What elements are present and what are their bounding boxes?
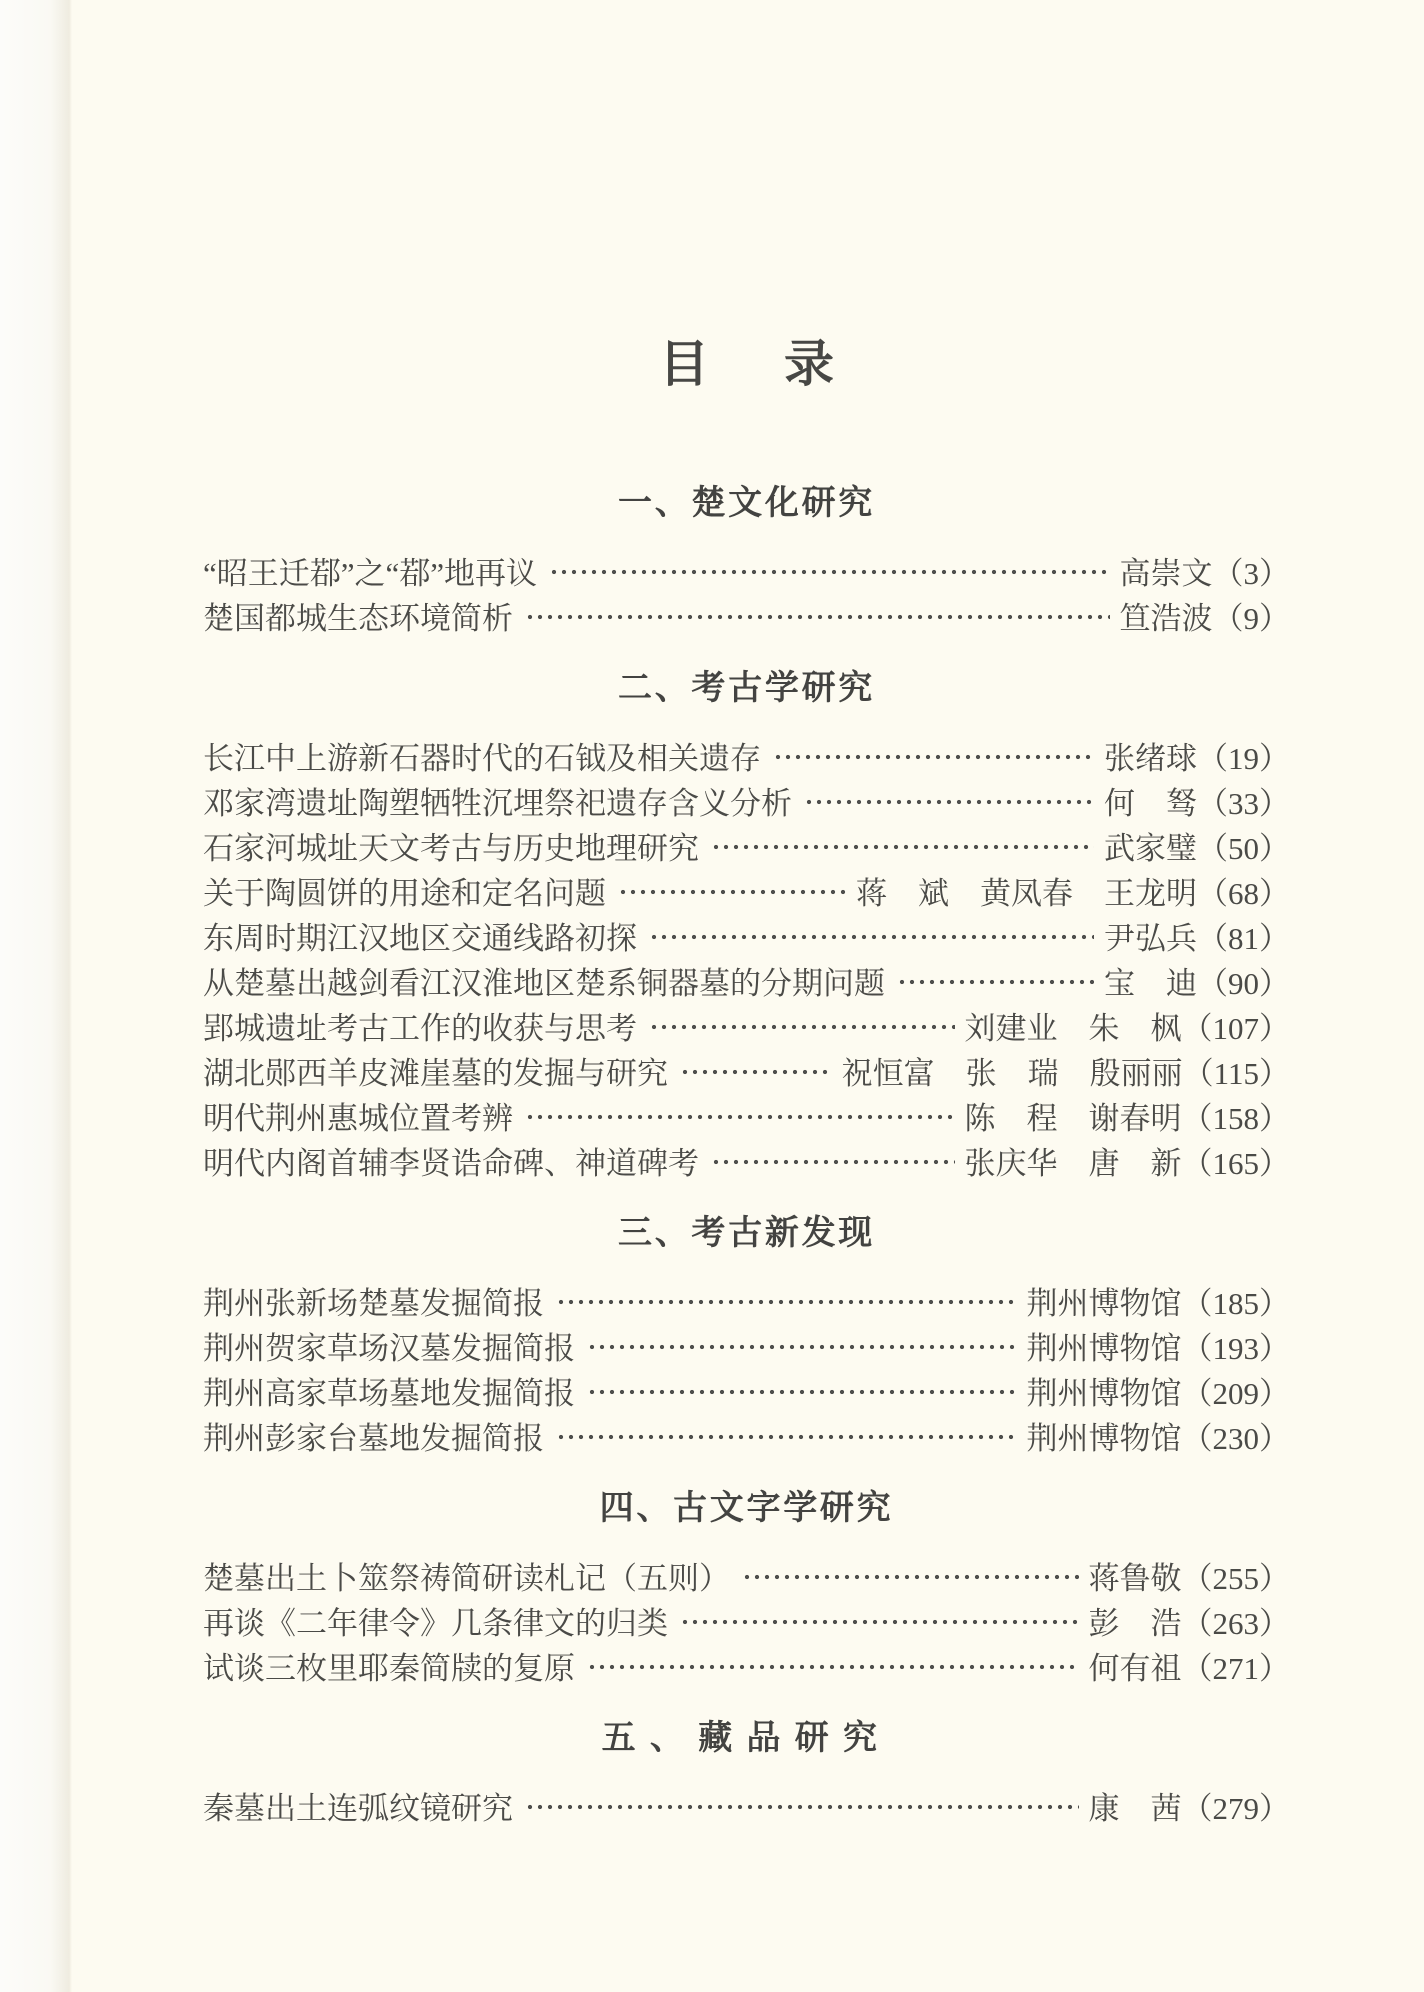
section-header: 四、古文字学研究 [599, 1489, 894, 1527]
entry-author-page [965, 1138, 1291, 1183]
dot-leader [711, 842, 1094, 852]
toc-entry [203, 1048, 1290, 1093]
entry-author-page [1027, 1278, 1291, 1323]
entry-authors: 祝恒富 张 瑞 殷丽丽 [841, 1056, 1183, 1091]
entry-title: 从楚墓出越剑看江汉淮地区楚系铜器墓的分期问题 [203, 966, 885, 1001]
entry-page-number: （165） [1181, 1146, 1290, 1181]
entry-author-page [1089, 1598, 1291, 1643]
toc-entry [203, 593, 1290, 638]
dot-leader [711, 1157, 955, 1167]
entry-author-page [1120, 548, 1291, 593]
entry-authors: 笪浩波 [1119, 601, 1213, 636]
toc-entry [203, 1323, 1290, 1368]
entry-authors: 蒋鲁敬 [1088, 1561, 1182, 1596]
dot-leader [804, 797, 1094, 807]
dot-leader [680, 1067, 832, 1077]
dot-leader [618, 887, 846, 897]
entry-author-page [1104, 958, 1290, 1003]
toc-entry [203, 1553, 1290, 1598]
entry-page-number: （271） [1181, 1651, 1290, 1686]
entry-title: 长江中上游新石器时代的石钺及相关遗存 [203, 741, 761, 776]
entry-title: 郢城遗址考古工作的收获与思考 [203, 1011, 637, 1046]
entry-title: 荆州张新场楚墓发掘简报 [203, 1286, 544, 1321]
entry-title: 荆州彭家台墓地发掘简报 [203, 1421, 544, 1456]
entry-page-number: （230） [1181, 1421, 1290, 1456]
entry-authors: 何 驽 [1104, 786, 1197, 821]
dot-leader [556, 1297, 1017, 1307]
entry-author-page [1027, 1413, 1291, 1458]
entry-author-page [842, 1048, 1290, 1093]
toc-entry [203, 1598, 1290, 1643]
entry-author-page [1104, 823, 1290, 868]
dot-leader [897, 977, 1094, 987]
entry-page-number: （90） [1197, 966, 1290, 1001]
entry-title: 再谈《二年律令》几条律文的归类 [203, 1606, 668, 1641]
entry-page-number: （33） [1197, 786, 1290, 821]
entry-page-number: （263） [1181, 1606, 1290, 1641]
section-header: 二、考古学研究 [617, 669, 876, 707]
entry-author-page [1089, 1643, 1291, 1688]
entry-authors: 刘建业 朱 枫 [964, 1011, 1182, 1046]
toc-entry [203, 548, 1290, 593]
entry-page-number: （19） [1197, 741, 1290, 776]
page-title: 目录 [659, 336, 909, 392]
toc-content [203, 481, 1290, 1828]
entry-authors: 张绪球 [1104, 741, 1197, 776]
dot-leader [773, 752, 1094, 762]
entry-page-number: （107） [1181, 1011, 1290, 1046]
entry-title: 湖北郧西羊皮滩崖墓的发掘与研究 [203, 1056, 668, 1091]
toc-entry [203, 823, 1290, 868]
dot-leader [587, 1342, 1017, 1352]
dot-leader [549, 567, 1109, 577]
entry-title: 明代内阁首辅李贤诰命碑、神道碑考 [203, 1146, 699, 1181]
dot-leader [525, 1112, 955, 1122]
toc-entry [203, 1368, 1290, 1413]
toc-entry [203, 1003, 1290, 1048]
entry-authors: 蒋 斌 黄凤春 王龙明 [856, 876, 1197, 911]
entry-author-page [965, 1003, 1291, 1048]
dot-leader [649, 932, 1094, 942]
entry-authors: 宝 迪 [1104, 966, 1197, 1001]
entry-authors: 陈 程 谢春明 [964, 1101, 1182, 1136]
entry-authors: 武家璧 [1104, 831, 1197, 866]
entry-page-number: （158） [1181, 1101, 1290, 1136]
entry-title: 关于陶圆饼的用途和定名问题 [203, 876, 606, 911]
dot-leader [525, 1802, 1079, 1812]
entry-title: 试谈三枚里耶秦简牍的复原 [203, 1651, 575, 1686]
entry-title: 明代荆州惠城位置考辨 [203, 1101, 513, 1136]
entry-page-number: （193） [1181, 1331, 1290, 1366]
entry-author-page [856, 868, 1290, 913]
toc-entry [203, 1413, 1290, 1458]
dot-leader [742, 1572, 1079, 1582]
toc-entry [203, 958, 1290, 1003]
entry-author-page [1104, 733, 1290, 778]
toc-entry [203, 913, 1290, 958]
dot-leader [649, 1022, 955, 1032]
entry-author-page [1027, 1323, 1291, 1368]
entry-page-number: （81） [1197, 921, 1290, 956]
entry-page-number: （50） [1197, 831, 1290, 866]
entry-page-number: （68） [1197, 876, 1290, 911]
entry-authors: 高崇文 [1119, 556, 1213, 591]
entry-title: 石家河城址天文考古与历史地理研究 [203, 831, 699, 866]
dot-leader [680, 1617, 1079, 1627]
dot-leader [587, 1662, 1079, 1672]
entry-authors: 张庆华 唐 新 [964, 1146, 1182, 1181]
entry-authors: 尹弘兵 [1104, 921, 1197, 956]
entry-author-page [1104, 913, 1290, 958]
entry-author-page [1089, 1783, 1291, 1828]
toc-entry [203, 868, 1290, 913]
toc-entry [203, 1643, 1290, 1688]
page-edge-shadow [0, 0, 72, 1992]
entry-page-number: （279） [1181, 1791, 1290, 1826]
dot-leader [556, 1432, 1017, 1442]
entry-authors: 荆州博物馆 [1026, 1376, 1182, 1411]
entry-page-number: （9） [1212, 601, 1290, 636]
entry-page-number: （185） [1181, 1286, 1290, 1321]
entry-author-page [1104, 778, 1290, 823]
entry-authors: 荆州博物馆 [1026, 1421, 1182, 1456]
dot-leader [587, 1387, 1017, 1397]
dot-leader [525, 612, 1110, 622]
entry-author-page [1120, 593, 1291, 638]
entry-page-number: （209） [1181, 1376, 1290, 1411]
entry-authors: 彭 浩 [1088, 1606, 1182, 1641]
toc-page [203, 0, 1290, 1828]
toc-entry [203, 1278, 1290, 1323]
entry-authors: 荆州博物馆 [1026, 1286, 1182, 1321]
entry-title: 荆州贺家草场汉墓发掘简报 [203, 1331, 575, 1366]
entry-page-number: （255） [1181, 1561, 1290, 1596]
entry-author-page [1089, 1553, 1291, 1598]
section-header: 一、楚文化研究 [617, 484, 876, 522]
entry-authors: 何有祖 [1088, 1651, 1182, 1686]
toc-entry [203, 1093, 1290, 1138]
toc-entry [203, 1783, 1290, 1828]
entry-page-number: （3） [1212, 556, 1290, 591]
entry-title: 秦墓出土连弧纹镜研究 [203, 1791, 513, 1826]
entry-title: “昭王迁鄀”之“鄀”地再议 [203, 556, 538, 591]
toc-entry [203, 733, 1290, 778]
section-header: 三、考古新发现 [617, 1214, 876, 1252]
entry-title: 楚国都城生态环境简析 [203, 601, 513, 636]
toc-entry [203, 778, 1290, 823]
entry-title: 东周时期江汉地区交通线路初探 [203, 921, 637, 956]
entry-authors: 康 茜 [1088, 1791, 1182, 1826]
entry-page-number: （115） [1182, 1056, 1290, 1091]
entry-author-page [965, 1093, 1291, 1138]
section-header: 五、藏品研究 [601, 1719, 892, 1757]
toc-entry [203, 1138, 1290, 1183]
entry-title: 荆州高家草场墓地发掘简报 [203, 1376, 575, 1411]
entry-authors: 荆州博物馆 [1026, 1331, 1182, 1366]
entry-author-page [1027, 1368, 1291, 1413]
entry-title: 邓家湾遗址陶塑牺牲沉埋祭祀遗存含义分析 [203, 786, 792, 821]
entry-title: 楚墓出土卜筮祭祷简研读札记（五则） [203, 1561, 730, 1596]
